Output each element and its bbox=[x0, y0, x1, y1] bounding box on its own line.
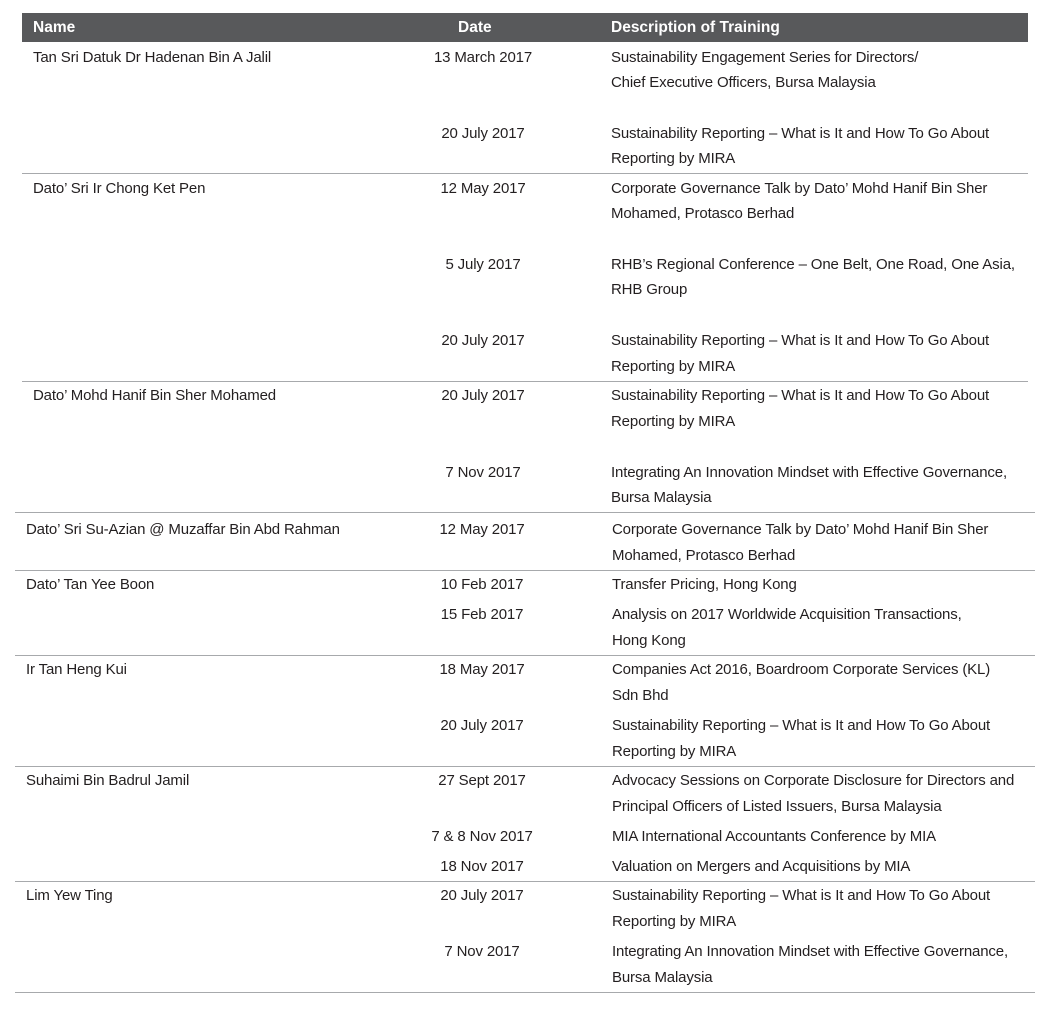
training-description: Bursa Malaysia bbox=[612, 969, 713, 986]
training-description: Reporting by MIRA bbox=[611, 413, 736, 430]
director-name: Dato’ Mohd Hanif Bin Sher Mohamed bbox=[33, 387, 276, 404]
training-description: Hong Kong bbox=[612, 632, 686, 649]
row-divider bbox=[15, 766, 1035, 767]
training-date: 18 May 2017 bbox=[439, 661, 525, 678]
director-name: Ir Tan Heng Kui bbox=[26, 661, 127, 678]
director-name: Tan Sri Datuk Dr Hadenan Bin A Jalil bbox=[33, 49, 272, 66]
director-name: Lim Yew Ting bbox=[26, 887, 113, 904]
training-date: 20 July 2017 bbox=[440, 887, 524, 904]
training-description: RHB’s Regional Conference – One Belt, One Road, One Asia, bbox=[611, 256, 1015, 273]
row-divider bbox=[15, 655, 1035, 656]
training-description: Mohamed, Protasco Berhad bbox=[611, 205, 795, 222]
training-description: Corporate Governance Talk by Dato’ Mohd Hanif Bin Sher bbox=[612, 521, 989, 538]
training-description: RHB Group bbox=[611, 281, 688, 298]
training-date: 20 July 2017 bbox=[441, 125, 525, 142]
training-description: Sdn Bhd bbox=[612, 687, 669, 704]
director-name: Dato’ Tan Yee Boon bbox=[26, 576, 155, 593]
training-description: Reporting by MIRA bbox=[612, 743, 737, 760]
director-name: Dato’ Sri Ir Chong Ket Pen bbox=[33, 180, 206, 197]
training-date: 12 May 2017 bbox=[440, 180, 526, 197]
training-description: Sustainability Reporting – What is It and How To Go About bbox=[612, 717, 991, 734]
training-description: Sustainability Reporting – What is It and How To Go About bbox=[612, 887, 991, 904]
training-date: 20 July 2017 bbox=[441, 387, 525, 404]
header-date: Date bbox=[458, 19, 492, 36]
header-name: Name bbox=[33, 19, 76, 36]
training-date: 7 Nov 2017 bbox=[445, 464, 521, 481]
training-date: 27 Sept 2017 bbox=[438, 772, 526, 789]
training-date: 10 Feb 2017 bbox=[440, 576, 524, 593]
training-description: Sustainability Reporting – What is It and How To Go About bbox=[611, 332, 990, 349]
training-date: 20 July 2017 bbox=[440, 717, 524, 734]
training-date: 15 Feb 2017 bbox=[440, 606, 524, 623]
training-description: Valuation on Mergers and Acquisitions by MIA bbox=[612, 858, 911, 875]
director-name: Dato’ Sri Su-Azian @ Muzaffar Bin Abd Rahman bbox=[26, 521, 340, 538]
row-divider bbox=[22, 173, 1028, 174]
training-description: Bursa Malaysia bbox=[611, 489, 712, 506]
training-description: Principal Officers of Listed Issuers, Bursa Malaysia bbox=[612, 798, 942, 815]
training-description: MIA International Accountants Conference by MIA bbox=[612, 828, 936, 845]
row-divider bbox=[15, 512, 1035, 513]
training-description: Corporate Governance Talk by Dato’ Mohd Hanif Bin Sher bbox=[611, 180, 988, 197]
training-description: Advocacy Sessions on Corporate Disclosure for Directors and bbox=[612, 772, 1015, 789]
training-description: Transfer Pricing, Hong Kong bbox=[612, 576, 797, 593]
training-description: Chief Executive Officers, Bursa Malaysia bbox=[611, 74, 876, 91]
director-name: Suhaimi Bin Badrul Jamil bbox=[26, 772, 190, 789]
training-description: Reporting by MIRA bbox=[612, 913, 737, 930]
row-divider bbox=[15, 570, 1035, 571]
training-date: 18 Nov 2017 bbox=[440, 858, 524, 875]
training-description: Sustainability Engagement Series for Directors/ bbox=[611, 49, 919, 66]
training-description: Sustainability Reporting – What is It and How To Go About bbox=[611, 125, 990, 142]
training-description: Mohamed, Protasco Berhad bbox=[612, 547, 796, 564]
training-description: Integrating An Innovation Mindset with Effective Governance, bbox=[612, 943, 1008, 960]
row-divider bbox=[15, 992, 1035, 993]
training-date: 12 May 2017 bbox=[439, 521, 525, 538]
training-description: Reporting by MIRA bbox=[611, 358, 736, 375]
training-date: 5 July 2017 bbox=[445, 256, 521, 273]
training-date: 13 March 2017 bbox=[433, 49, 533, 66]
training-date: 7 & 8 Nov 2017 bbox=[431, 828, 533, 845]
training-description: Analysis on 2017 Worldwide Acquisition Transactions, bbox=[612, 606, 962, 623]
table-header bbox=[22, 13, 1028, 42]
training-description: Reporting by MIRA bbox=[611, 150, 736, 167]
training-description: Integrating An Innovation Mindset with Effective Governance, bbox=[611, 464, 1007, 481]
header-description: Description of Training bbox=[611, 19, 780, 36]
row-divider bbox=[22, 381, 1028, 382]
training-date: 7 Nov 2017 bbox=[444, 943, 520, 960]
training-description: Companies Act 2016, Boardroom Corporate Services (KL) bbox=[612, 661, 991, 678]
training-description: Sustainability Reporting – What is It and How To Go About bbox=[611, 387, 990, 404]
row-divider bbox=[15, 881, 1035, 882]
training-date: 20 July 2017 bbox=[441, 332, 525, 349]
